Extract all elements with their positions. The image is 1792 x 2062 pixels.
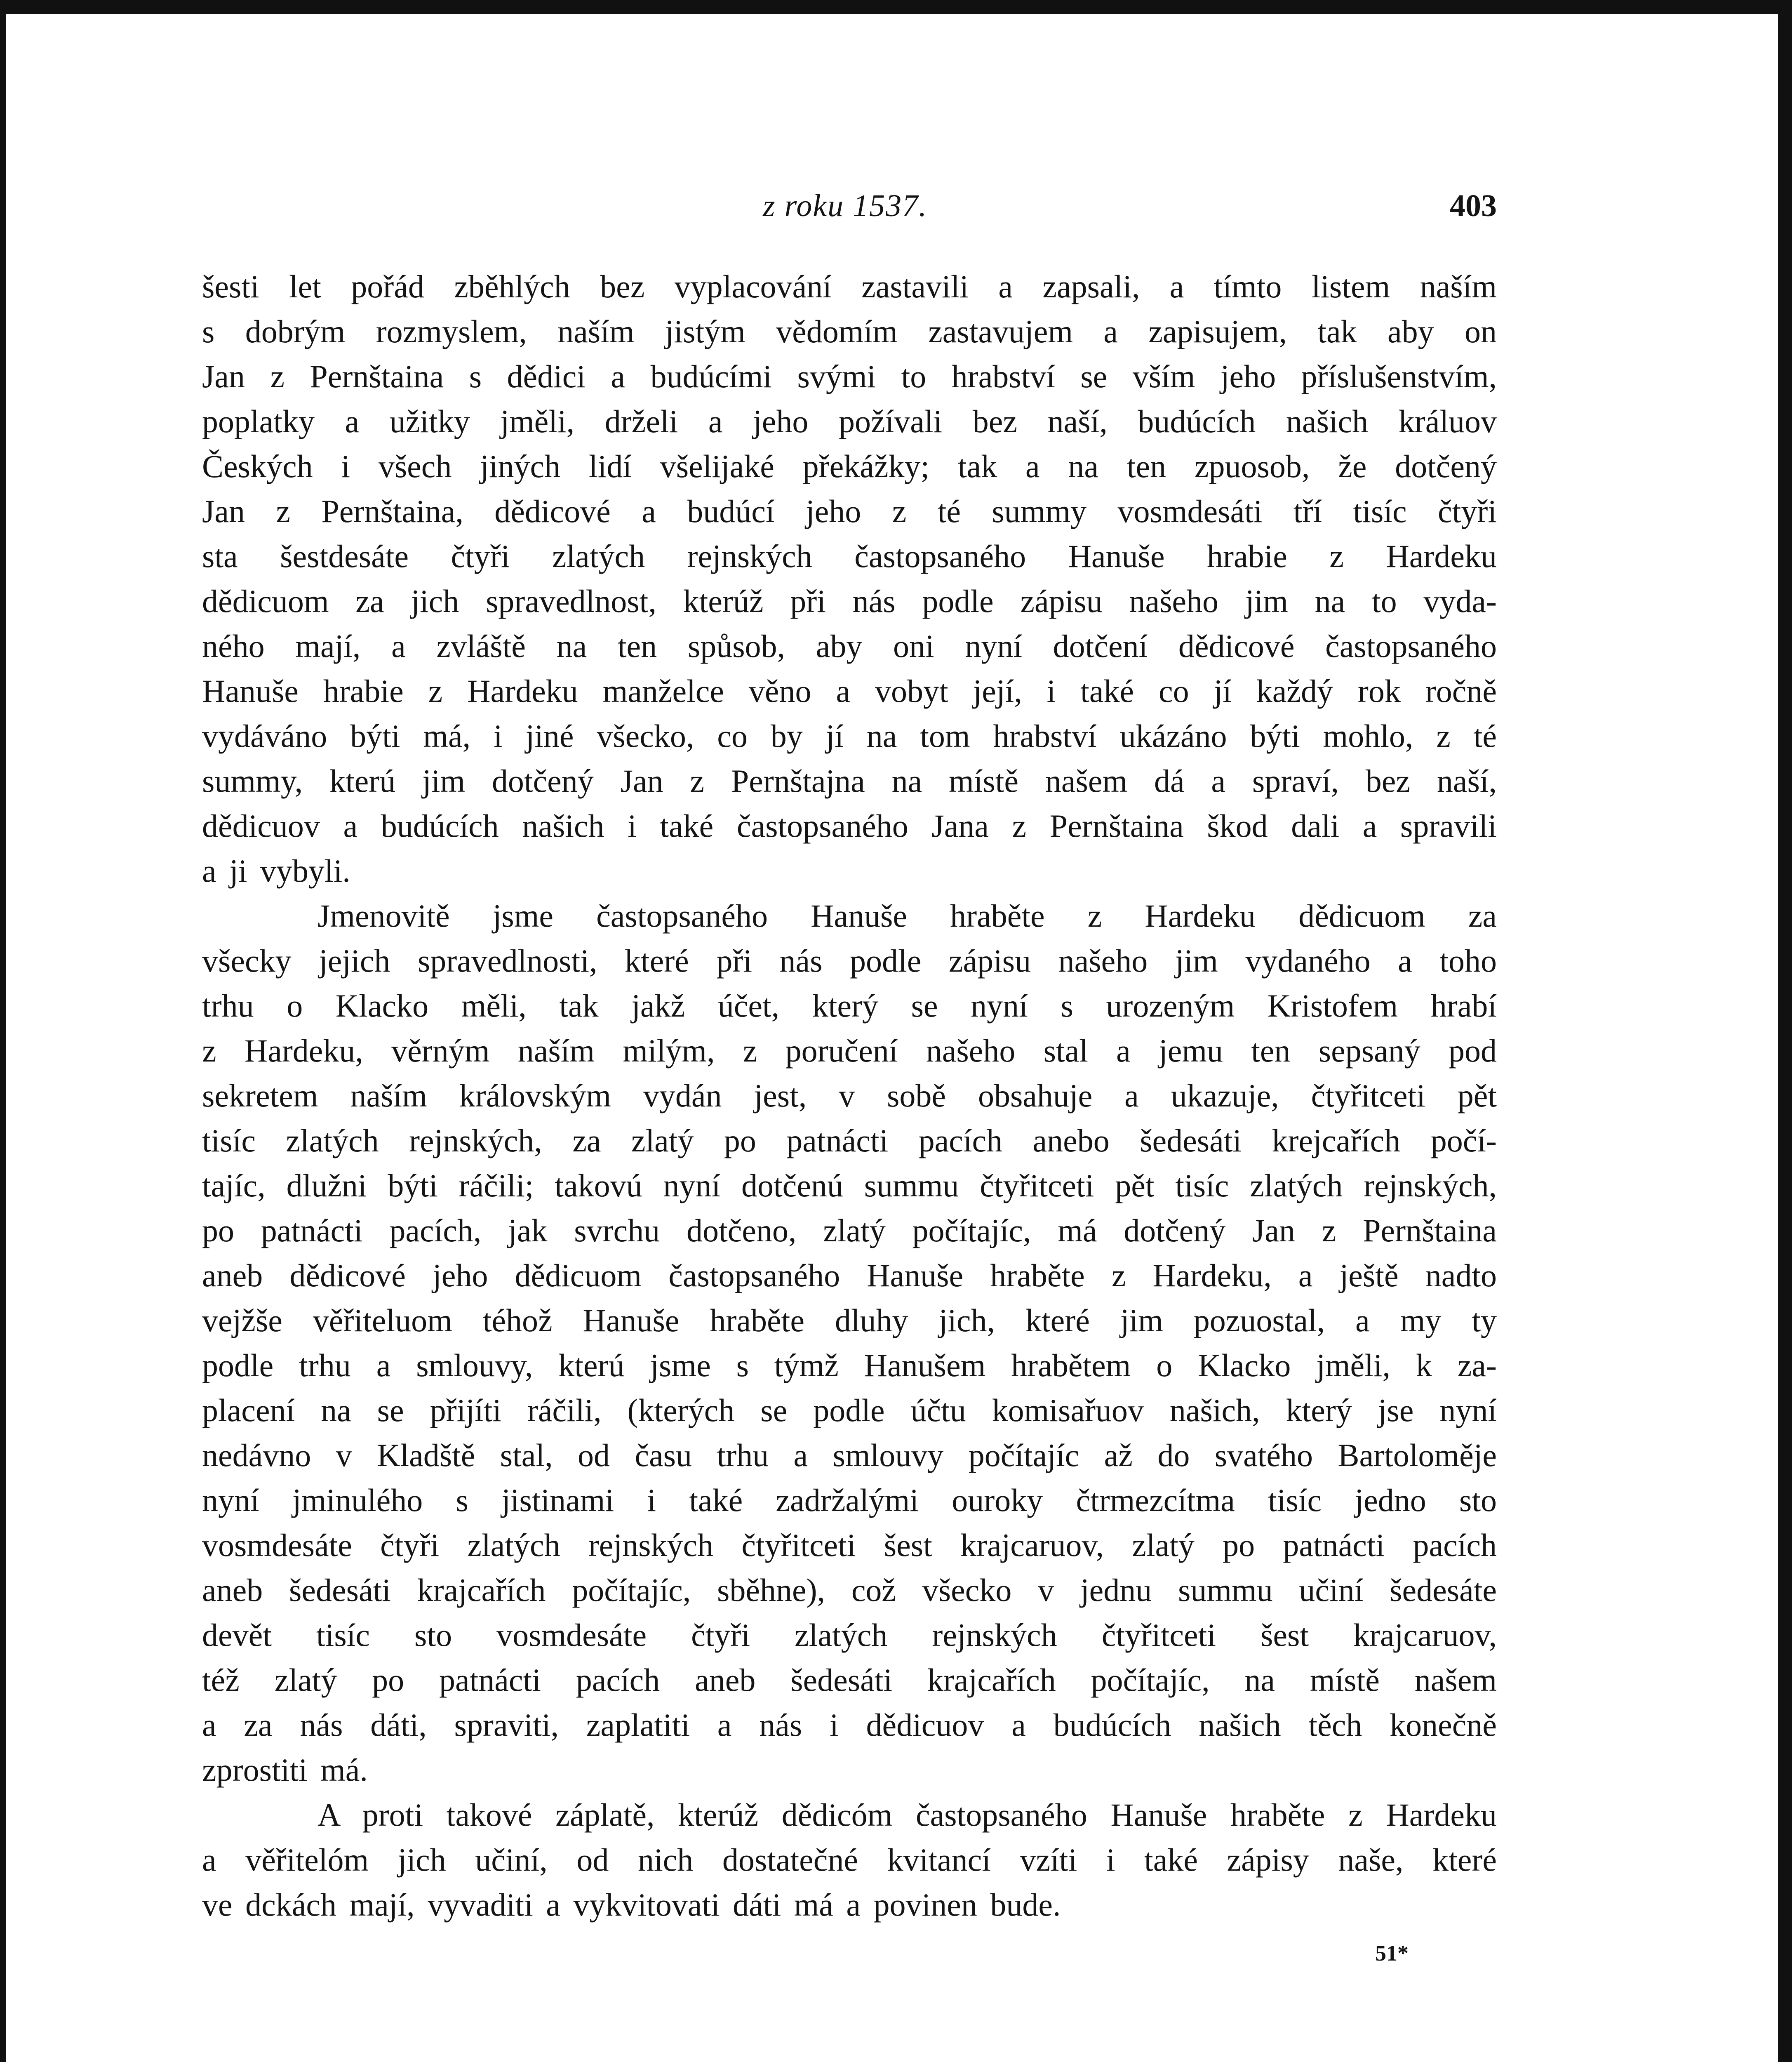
paragraph-2 bbox=[202, 893, 1497, 1792]
paragraph-3 bbox=[202, 1792, 1497, 1927]
text-line: Hanuše hrabie z Hardeku manželce věno a vobyt její, i také co jí každý rok ročně bbox=[202, 673, 1497, 709]
text-line: a za nás dáti, spraviti, zaplatiti a nás i dědicuov a budúcích našich těch konečně bbox=[202, 1707, 1497, 1743]
text-line: dědicuov a budúcích našich i také častopsaného Jana z Pernštaina škod dali a spravili bbox=[202, 808, 1497, 844]
text-line: a ji vybyli. bbox=[202, 853, 350, 889]
text-line: nedávno v Kladště stal, od času trhu a smlouvy počítajíc až do svatého Bartoloměje bbox=[202, 1437, 1497, 1473]
running-head: z roku 1537. bbox=[763, 188, 928, 223]
scan-edge-left bbox=[0, 0, 6, 2062]
text-line: vosmdesáte čtyři zlatých rejnských čtyřitceti šest krajcaruov, zlatý po patnácti pacích bbox=[202, 1527, 1497, 1563]
text-line: též zlatý po patnácti pacích aneb šedesáti krajcařích počítajíc, na místě našem bbox=[202, 1662, 1497, 1698]
signature-mark: 51* bbox=[1375, 1941, 1409, 1965]
text-line: placení na se přijíti ráčili, (kterých se podle účtu komisařuov našich, který jse nyní bbox=[202, 1392, 1497, 1428]
text-line: s dobrým rozmyslem, naším jistým vědomím zastavujem a zapisujem, tak aby on bbox=[202, 313, 1497, 349]
text-line: ve dckách mají, vyvaditi a vykvitovati dáti má a povinen bude. bbox=[202, 1887, 1061, 1923]
text-line: nyní jminulého s jistinami i také zadržalými ouroky čtrmezcítma tisíc jedno sto bbox=[202, 1482, 1497, 1518]
scan-edge-top bbox=[0, 0, 1792, 14]
page-number: 403 bbox=[1450, 188, 1497, 223]
text-line: sta šestdesáte čtyři zlatých rejnských častopsaného Hanuše hrabie z Hardeku bbox=[202, 538, 1497, 574]
text-line: A proti takové záplatě, kterúž dědicóm častopsaného Hanuše hraběte z Hardeku bbox=[317, 1797, 1497, 1833]
text-line: sekretem naším královským vydán jest, v sobě obsahuje a ukazuje, čtyřitceti pět bbox=[202, 1078, 1497, 1113]
page-header bbox=[202, 181, 1497, 231]
text-line: vejžše věřiteluom téhož Hanuše hraběte dluhy jich, které jim pozuostal, a my ty bbox=[202, 1302, 1497, 1338]
scan-edge-right bbox=[1778, 0, 1792, 2062]
text-line: po patnácti pacích, jak svrchu dotčeno, zlatý počítajíc, má dotčený Jan z Pernštaina bbox=[202, 1212, 1497, 1248]
text-line: Jmenovitě jsme častopsaného Hanuše hraběte z Hardeku dědicuom za bbox=[317, 898, 1497, 934]
text-line: devět tisíc sto vosmdesáte čtyři zlatých rejnských čtyřitceti šest krajcaruov, bbox=[202, 1617, 1497, 1653]
text-line: zprostiti má. bbox=[202, 1752, 368, 1788]
text-line: z Hardeku, věrným naším milým, z poručení našeho stal a jemu ten sepsaný pod bbox=[202, 1033, 1497, 1069]
text-line: tisíc zlatých rejnských, za zlatý po patnácti pacích anebo šedesáti krejcařích počí- bbox=[202, 1123, 1497, 1158]
text-line: podle trhu a smlouvy, kterú jsme s týmž Hanušem hrabětem o Klacko jměli, k za- bbox=[202, 1347, 1497, 1383]
text-line: a věřitelóm jich učiní, od nich dostatečné kvitancí vzíti i také zápisy naše, které bbox=[202, 1842, 1497, 1878]
text-line: summy, kterú jim dotčený Jan z Pernštajna na místě našem dá a spraví, bez naší, bbox=[202, 763, 1497, 799]
text-line: Jan z Pernštaina s dědici a budúcími svými to hrabství se vším jeho příslušenstvím, bbox=[202, 358, 1497, 394]
text-line: ného mají, a zvláště na ten spůsob, aby oni nyní dotčení dědicové častopsaného bbox=[202, 628, 1497, 664]
text-line: tajíc, dlužni býti ráčili; takovú nyní dotčenú summu čtyřitceti pět tisíc zlatých rejnských, bbox=[202, 1168, 1497, 1203]
text-line: šesti let pořád zběhlých bez vyplacování zastavili a zapsali, a tímto listem naším bbox=[202, 268, 1497, 304]
document-page bbox=[202, 181, 1497, 1927]
text-line: trhu o Klacko měli, tak jakž účet, který se nyní s urozeným Kristofem hrabí bbox=[202, 988, 1497, 1024]
text-line: všecky jejich spravedlnosti, které při nás podle zápisu našeho jim vydaného a toho bbox=[202, 943, 1497, 979]
text-line: aneb dědicové jeho dědicuom častopsaného Hanuše hraběte z Hardeku, a ještě nadto bbox=[202, 1257, 1497, 1293]
body-text bbox=[202, 264, 1497, 1927]
text-line: Jan z Pernštaina, dědicové a budúcí jeho z té summy vosmdesáti tří tisíc čtyři bbox=[202, 493, 1497, 529]
paragraph-1 bbox=[202, 264, 1497, 893]
text-line: poplatky a užitky jměli, drželi a jeho požívali bez naší, budúcích našich králuov bbox=[202, 403, 1497, 439]
text-line: vydáváno býti má, i jiné všecko, co by jí na tom hrabství ukázáno býti mohlo, z té bbox=[202, 718, 1497, 754]
text-line: aneb šedesáti krajcařích počítajíc, sběhne), což všecko v jednu summu učiní šedesáte bbox=[202, 1572, 1497, 1608]
text-line: Českých i všech jiných lidí všelijaké překážky; tak a na ten zpuosob, že dotčený bbox=[202, 448, 1497, 484]
text-line: dědicuom za jich spravedlnost, kterúž při nás podle zápisu našeho jim na to vyda- bbox=[202, 583, 1497, 619]
